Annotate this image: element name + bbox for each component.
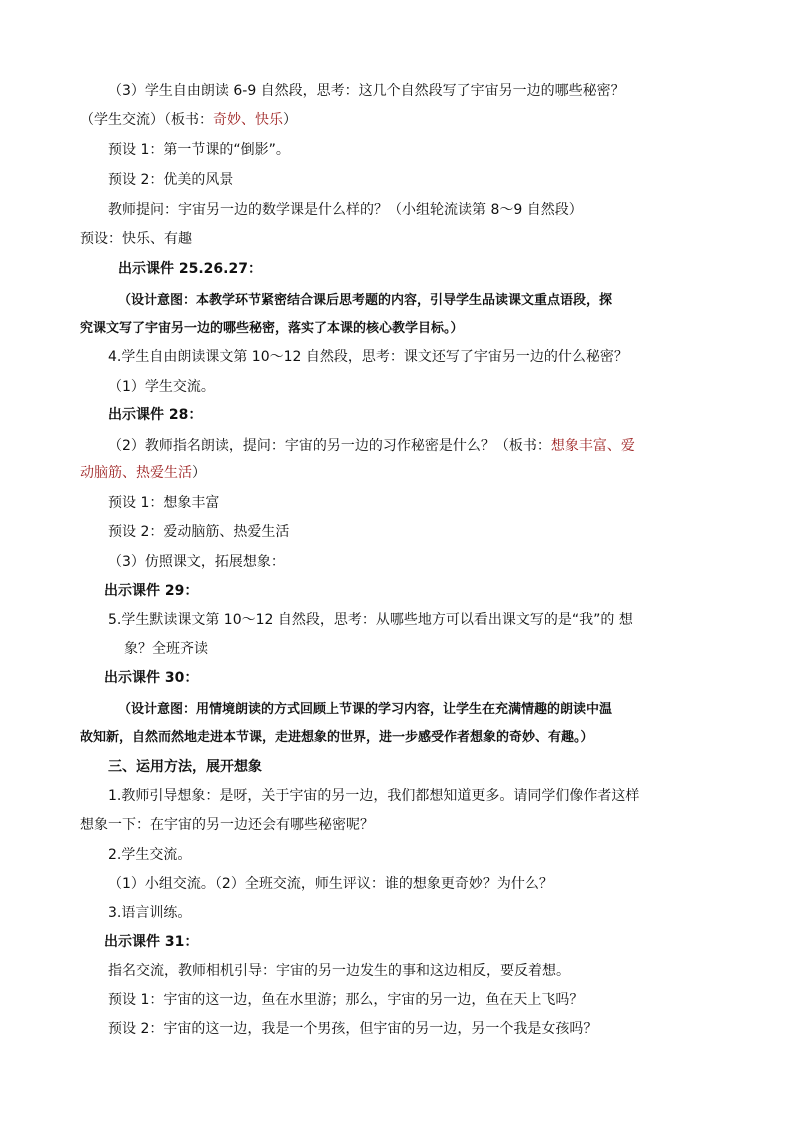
step-1: 1.教师引导想象：是呀，关于宇宙的另一边，我们都想知道更多。请同学们像作者这样 bbox=[108, 788, 640, 804]
board-note: 奇妙、快乐 bbox=[213, 112, 283, 128]
design-intent-label: （设计意图： bbox=[118, 293, 197, 308]
step-3: 3.语言训练。 bbox=[108, 905, 192, 921]
design-intent-text: 用情境朗读的方式回顾上节课的学习内容，让学生在充满情趣的朗读中温 bbox=[196, 702, 613, 717]
board-note: 想象丰富、爱 bbox=[550, 438, 635, 454]
step-2: 2.学生交流。 bbox=[108, 847, 192, 863]
step-1-cont: 想象一下：在宇宙的另一边还会有哪些秘密呢？ bbox=[80, 817, 374, 833]
sub-step bbox=[108, 436, 635, 456]
text: ） bbox=[192, 465, 206, 481]
step-5-cont: 象？全班齐读 bbox=[124, 641, 208, 657]
design-intent-text: 本教学环节紧密结合课后思考题的内容，引导学生品读课文重点语段，探 bbox=[196, 293, 613, 308]
paragraph-exchange bbox=[80, 110, 297, 130]
slide-heading: 出示课件 25.26.27： bbox=[118, 261, 262, 277]
teacher-question: 教师提问：宇宙另一边的数学课是什么样的？（小组轮流读第 8～9 自然段） bbox=[108, 202, 583, 218]
preset-1: 预设 1：想象丰富 bbox=[108, 495, 220, 511]
design-intent bbox=[118, 700, 612, 720]
preset-2: 预设 2：优美的风景 bbox=[108, 172, 234, 188]
slide-heading: 出示课件 29： bbox=[104, 583, 199, 599]
design-intent-cont: 究课文写了宇宙另一边的哪些秘密，落实了本课的核心教学目标。） bbox=[80, 321, 464, 336]
board-note: 动脑筋、热爱生活 bbox=[80, 465, 192, 481]
paragraph-q3: （3）学生自由朗读 6-9 自然段，思考：这几个自然段写了宇宙另一边的哪些秘密？ bbox=[108, 83, 625, 99]
sub-step: （3）仿照课文，拓展想象： bbox=[108, 554, 285, 570]
slide-heading: 出示课件 28： bbox=[108, 407, 203, 423]
slide-heading: 出示课件 31： bbox=[104, 934, 199, 950]
board-note-cont bbox=[80, 463, 206, 483]
step-5: 5.学生默读课文第 10～12 自然段，思考：从哪些地方可以看出课文写的是“我”的 想 bbox=[108, 612, 633, 628]
preset-2: 预设 2：爱动脑筋、热爱生活 bbox=[108, 524, 290, 540]
design-intent-cont: 故知新，自然而然地走进本节课，走进想象的世界，进一步感受作者想象的奇妙、有趣。） bbox=[80, 730, 594, 745]
preset-1: 预设 1：宇宙的这一边，鱼在水里游；那么，宇宙的另一边，鱼在天上飞吗？ bbox=[108, 992, 584, 1008]
text: （学生交流）（板书： bbox=[80, 112, 213, 128]
design-intent-label: （设计意图： bbox=[118, 702, 197, 717]
text: （2）教师指名朗读，提问：宇宙的另一边的习作秘密是什么？（板书： bbox=[108, 438, 551, 454]
section-heading: 三、运用方法，展开想象 bbox=[108, 759, 262, 775]
step-4: 4.学生自由朗读课文第 10～12 自然段，思考：课文还写了宇宙另一边的什么秘密？ bbox=[108, 349, 628, 365]
slide-heading: 出示课件 30： bbox=[104, 670, 199, 686]
design-intent bbox=[118, 291, 612, 311]
guidance: 指名交流，教师相机引导：宇宙的另一边发生的事和这边相反，要反着想。 bbox=[108, 963, 570, 979]
preset-2: 预设 2：宇宙的这一边，我是一个男孩，但宇宙的另一边，另一个我是女孩吗？ bbox=[108, 1021, 598, 1037]
sub-step: （1）小组交流。（2）全班交流，师生评议：谁的想象更奇妙？为什么？ bbox=[108, 876, 553, 892]
preset: 预设：快乐、有趣 bbox=[80, 231, 192, 247]
preset-1: 预设 1：第一节课的“倒影”。 bbox=[108, 142, 290, 158]
text: ） bbox=[283, 112, 297, 128]
sub-step: （1）学生交流。 bbox=[108, 379, 215, 395]
